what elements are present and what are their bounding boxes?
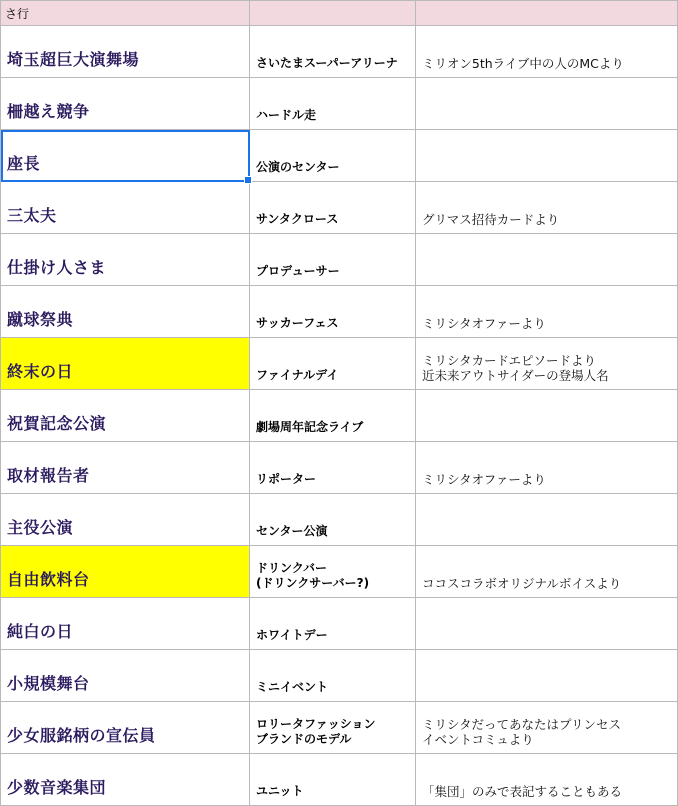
reading-text: リポーター — [256, 472, 317, 486]
term-text: 仕掛け人さま — [7, 258, 107, 277]
reading-text: ユニット — [256, 784, 304, 798]
section-label: さ行 — [5, 6, 30, 21]
reading-cell[interactable] — [250, 546, 416, 598]
term-cell[interactable] — [1, 182, 250, 234]
reading-cell[interactable] — [250, 390, 416, 442]
table-row — [1, 130, 678, 182]
reading-cell[interactable] — [250, 442, 416, 494]
reading-text: センター公演 — [256, 524, 328, 538]
table-row — [1, 78, 678, 130]
note-cell[interactable] — [416, 390, 678, 442]
note-text: グリマス招待カードより — [422, 212, 560, 227]
term-text: 主役公演 — [7, 518, 74, 537]
term-text: 自由飲料台 — [7, 570, 90, 589]
table-row — [1, 702, 678, 754]
term-cell[interactable] — [1, 338, 250, 390]
reading-text: ホワイトデー — [256, 628, 328, 642]
note-text: ミリシタカードエピソードより — [422, 353, 597, 368]
note-text: イベントコミュより — [422, 732, 534, 747]
term-text: 少数音楽集団 — [7, 778, 107, 797]
term-cell[interactable] — [1, 286, 250, 338]
note-cell[interactable] — [416, 182, 678, 234]
term-text: 柵越え競争 — [7, 102, 90, 121]
term-text: 終末の日 — [7, 362, 74, 381]
term-cell[interactable] — [1, 130, 250, 182]
header-cell-empty[interactable] — [250, 1, 416, 26]
term-cell[interactable] — [1, 754, 250, 806]
note-cell[interactable] — [416, 130, 678, 182]
reading-text: 劇場周年記念ライブ — [256, 420, 364, 434]
reading-cell[interactable] — [250, 182, 416, 234]
reading-text: サッカーフェス — [256, 316, 339, 330]
table-row — [1, 338, 678, 390]
reading-text: ハードル走 — [256, 108, 317, 122]
term-text: 埼玉超巨大演舞場 — [7, 50, 140, 69]
reading-cell[interactable] — [250, 26, 416, 78]
term-text: 蹴球祭典 — [7, 310, 74, 329]
note-text: 「集団」のみで表記することもある — [422, 784, 623, 799]
note-text: ミリシタオファーより — [422, 316, 546, 331]
reading-text: ミニイベント — [256, 680, 329, 694]
note-cell[interactable] — [416, 338, 678, 390]
term-text: 祝賀記念公演 — [7, 414, 107, 433]
term-cell[interactable] — [1, 650, 250, 702]
table-row — [1, 546, 678, 598]
table-row — [1, 754, 678, 806]
term-cell[interactable] — [1, 494, 250, 546]
note-cell[interactable] — [416, 702, 678, 754]
table-row — [1, 234, 678, 286]
term-cell[interactable] — [1, 598, 250, 650]
reading-text: プロデューサー — [256, 264, 340, 278]
reading-cell[interactable] — [250, 338, 416, 390]
fill-handle[interactable] — [244, 176, 252, 184]
note-cell[interactable] — [416, 546, 678, 598]
term-cell[interactable] — [1, 234, 250, 286]
table-row — [1, 182, 678, 234]
term-cell[interactable] — [1, 442, 250, 494]
table-row — [1, 494, 678, 546]
table-row — [1, 598, 678, 650]
note-cell[interactable] — [416, 78, 678, 130]
reading-text: サンタクロース — [256, 212, 339, 226]
reading-cell[interactable] — [250, 234, 416, 286]
table-row — [1, 390, 678, 442]
reading-text: ドリンクバー — [256, 561, 328, 575]
term-text: 少女服銘柄の宣伝員 — [7, 726, 156, 745]
reading-cell[interactable] — [250, 702, 416, 754]
reading-cell[interactable] — [250, 494, 416, 546]
reading-cell[interactable] — [250, 130, 416, 182]
reading-text: ロリータファッション — [256, 717, 376, 731]
reading-text: 公演のセンター — [256, 160, 340, 174]
term-text: 座長 — [7, 154, 41, 173]
table-row — [1, 650, 678, 702]
term-text: 小規模舞台 — [7, 674, 90, 693]
term-text: 三太夫 — [7, 206, 57, 225]
term-cell[interactable] — [1, 546, 250, 598]
note-text: ココスコラボオリジナルボイスより — [422, 576, 622, 591]
reading-cell[interactable] — [250, 286, 416, 338]
term-text: 純白の日 — [7, 622, 74, 641]
note-text: ミリシタオファーより — [422, 472, 546, 487]
term-cell[interactable] — [1, 26, 250, 78]
note-cell[interactable] — [416, 494, 678, 546]
section-header-row — [1, 1, 678, 26]
term-text: 取材報告者 — [7, 466, 90, 485]
term-cell[interactable] — [1, 390, 250, 442]
term-cell[interactable] — [1, 78, 250, 130]
note-cell[interactable] — [416, 650, 678, 702]
reading-text: ブランドのモデル — [256, 732, 352, 746]
note-text: 近未来アウトサイダーの登場人名 — [422, 368, 609, 383]
note-cell[interactable] — [416, 442, 678, 494]
note-text: ミリシタだってあなたはプリンセス — [422, 717, 622, 732]
table-row — [1, 286, 678, 338]
table-row — [1, 442, 678, 494]
reading-cell[interactable] — [250, 754, 416, 806]
section-label-cell[interactable] — [1, 1, 250, 26]
reading-cell[interactable] — [250, 78, 416, 130]
reading-cell[interactable] — [250, 650, 416, 702]
note-text: ミリオン5thライブ中の人のMCより — [422, 56, 624, 71]
note-cell[interactable] — [416, 26, 678, 78]
note-cell[interactable] — [416, 754, 678, 806]
note-cell[interactable] — [416, 286, 678, 338]
reading-text: (ドリンクサーバー?) — [256, 576, 370, 590]
term-cell[interactable] — [1, 702, 250, 754]
reading-text: ファイナルデイ — [256, 368, 339, 382]
header-cell-empty[interactable] — [416, 1, 678, 26]
reading-cell[interactable] — [250, 598, 416, 650]
table-row — [1, 26, 678, 78]
reading-text: さいたまスーパーアリーナ — [256, 56, 398, 70]
note-cell[interactable] — [416, 234, 678, 286]
note-cell[interactable] — [416, 598, 678, 650]
